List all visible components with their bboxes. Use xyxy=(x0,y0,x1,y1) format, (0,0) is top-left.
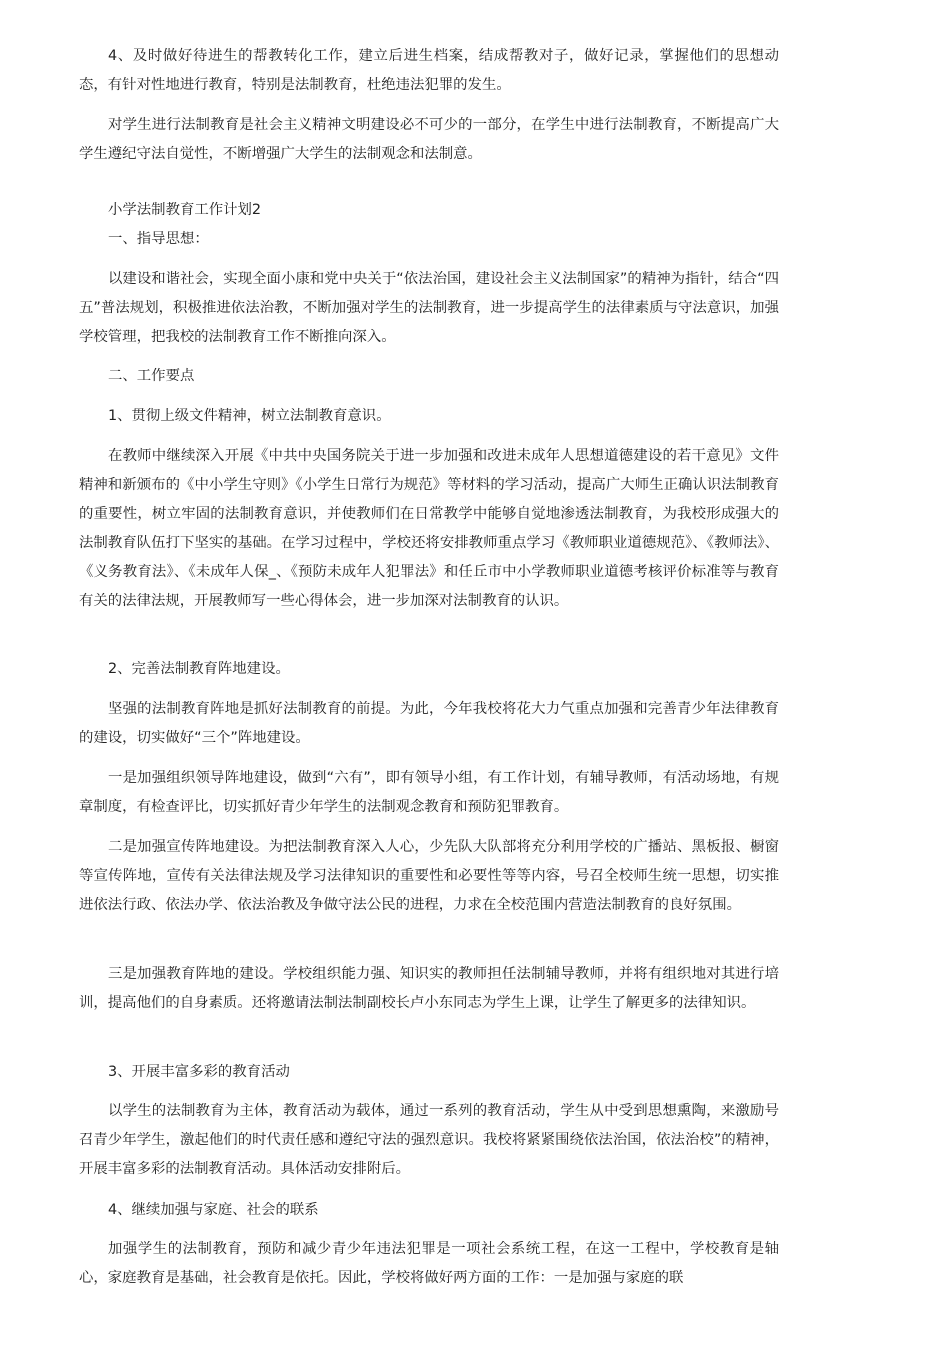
paragraph-intro-item-4: 4、及时做好待进生的帮教转化工作，建立后进生档案，结成帮教对子，做好记录，掌握他们的思想动态，有针对性地进行教育，特别是法制教育，杜绝违法犯罪的发生。 xyxy=(79,48,779,93)
section-1-heading: 一、指导思想： xyxy=(108,231,209,247)
item-2-point-1: 一是加强组织领导阵地建设，做到“六有”，即有领导小组，有工作计划，有辅导教师，有活动场地，有规章制度，有检查评比，切实抓好青少年学生的法制观念教育和预防犯罪教育。 xyxy=(79,770,779,815)
item-2-heading: 2、完善法制教育阵地建设。 xyxy=(108,661,290,677)
item-1-heading: 1、贯彻上级文件精神，树立法制教育意识。 xyxy=(108,408,391,424)
section-1-text: 以建设和谐社会，实现全面小康和党中央关于“依法治国，建设社会主义法制国家”的精神为指针，结合“四五”普法规划，积极推进依法治教，不断加强对学生的法制教育，进一步提高学生的法律素质与守法意识，加强学校管理，把我校的法制教育工作不断推向深入。 xyxy=(79,271,779,345)
item-2-text: 坚强的法制教育阵地是抓好法制教育的前提。为此，今年我校将花大力气重点加强和完善青少年法律教育的建设，切实做好“三个”阵地建设。 xyxy=(79,701,779,746)
item-4-heading: 4、继续加强与家庭、社会的联系 xyxy=(108,1202,319,1218)
item-4-text: 加强学生的法制教育，预防和减少青少年违法犯罪是一项社会系统工程，在这一工程中，学校教育是轴心，家庭教育是基础，社会教育是依托。因此，学校将做好两方面的工作：一是加强与家庭的联 xyxy=(79,1241,779,1286)
section-2-heading: 二、工作要点 xyxy=(108,368,195,384)
plan-title: 小学法制教育工作计划2 xyxy=(108,202,262,218)
item-1-text: 在教师中继续深入开展《中共中央国务院关于进一步加强和改进未成年人思想道德建设的若干意见》文件精神和新颁布的《中小学生守则》《小学生日常行为规范》等材料的学习活动，提高广大师生正确认识法制教育的重要性，树立牢固的法制教育意识，并使教师们在日常教学中能够自觉地渗透法制教育，为我校形成强大的法制教育队伍打下坚实的基础。在学习过程中，学校还将安排教师重点学习《教师职业道德规范》、《教师法》、《义务教育法》、《未成年人保_、《预防未成年人犯罪法》和任丘市中小学教师职业道德考核评价标准等与教育有关的法律法规，开展教师写一些心得体会，进一步加深对法制教育的认识。 xyxy=(79,448,779,609)
paragraph-intro-summary: 对学生进行法制教育是社会主义精神文明建设必不可少的一部分，在学生中进行法制教育，不断提高广大学生遵纪守法自觉性，不断增强广大学生的法制观念和法制意。 xyxy=(79,117,779,162)
item-2-point-2: 二是加强宣传阵地建设。为把法制教育深入人心，少先队大队部将充分利用学校的广播站、黑板报、橱窗等宣传阵地，宣传有关法律法规及学习法律知识的重要性和必要性等等内容，号召全校师生统一思想，切实推进依法行政、依法办学、依法治教及争做守法公民的进程，力求在全校范围内营造法制教育的良好氛围。 xyxy=(79,839,779,913)
item-3-heading: 3、开展丰富多彩的教育活动 xyxy=(108,1064,290,1080)
item-2-point-3: 三是加强教育阵地的建设。学校组织能力强、知识实的教师担任法制辅导教师，并将有组织地对其进行培训，提高他们的自身素质。还将邀请法制法制副校长卢小东同志为学生上课，让学生了解更多的法律知识。 xyxy=(79,966,779,1011)
item-3-text: 以学生的法制教育为主体，教育活动为载体，通过一系列的教育活动，学生从中受到思想熏陶，来激励号召青少年学生，激起他们的时代责任感和遵纪守法的强烈意识。我校将紧紧围绕依法治国，依法治校”的精神，开展丰富多彩的法制教育活动。具体活动安排附后。 xyxy=(79,1103,779,1177)
